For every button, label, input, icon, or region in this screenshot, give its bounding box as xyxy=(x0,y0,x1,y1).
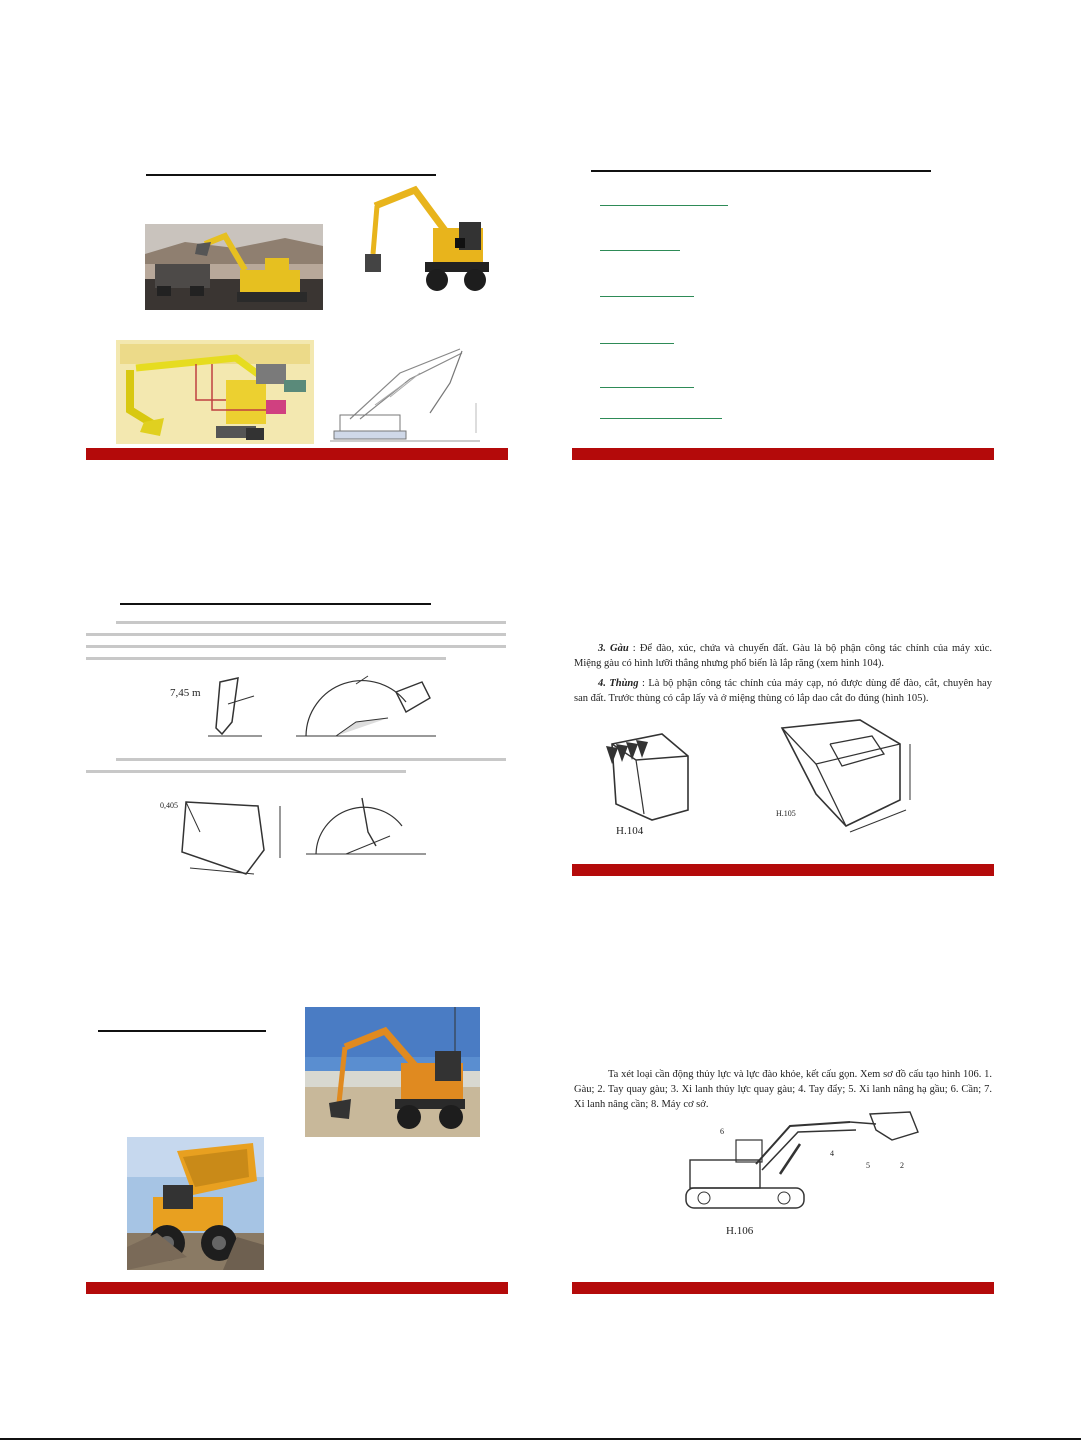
fig-h104-label: H.104 xyxy=(616,825,644,837)
svg-text:5: 5 xyxy=(866,1161,870,1170)
slide3-p2-body: : Là bộ phận công tác chính của máy cạp, nó được dùng để đào, cắt, chuyên hay san đất. Trước thùng có cắp lấy và ở miệng thùng có lắp dao cắt đo đúng (hình 105). xyxy=(574,678,992,704)
bucket-figure-h104 xyxy=(592,724,702,840)
slide6-footer-bar xyxy=(572,1282,994,1294)
slide3-p1-body: : Để đào, xúc, chứa và chuyển đất. Gàu là bộ phận công tác chính của máy xúc. Miệng gàu có hình lưỡi thẳng nhưng phổ biến là lắp răng (xem hình 104). xyxy=(574,643,992,669)
slide2-title-underline xyxy=(591,170,931,172)
fig-h106-label: H.106 xyxy=(726,1225,754,1237)
slide2-link-4[interactable] xyxy=(600,343,674,344)
slide3-p2-title: 4. Thùng xyxy=(598,678,639,689)
slide5-title-underline xyxy=(98,1030,266,1032)
wheel-loader-photo xyxy=(127,1137,264,1270)
excavator-loading-truck-photo xyxy=(145,224,323,310)
slide4-title-underline xyxy=(120,603,431,605)
svg-text:4: 4 xyxy=(830,1149,834,1158)
slide3-footer-bar xyxy=(572,864,994,876)
ripper-figure xyxy=(168,674,278,746)
grader-angle-figure xyxy=(306,790,430,866)
slide2-link-2[interactable] xyxy=(600,250,680,251)
wheeled-excavator-photo xyxy=(355,184,494,296)
slide6-paragraph: Ta xét loại cần động thủy lực và lực đào khỏe, kết cấu gọn. Xem sơ đồ cấu tạo hình 106. 1. Gàu; 2. Tay quay gàu; 3. Xi lanh thủy lực quay gàu; 4. Tay đẩy; 5. Xi lanh nâng hạ gầu; 6. Cần; 7. Xi lanh nâng cần; 8. Máy cơ sở. xyxy=(574,1069,992,1110)
grader-blade-figure xyxy=(160,786,302,880)
slide2-link-5[interactable] xyxy=(600,387,694,388)
crane-excavator-sketch xyxy=(330,343,480,445)
slide2-link-3[interactable] xyxy=(600,296,694,297)
slide2-link-6[interactable] xyxy=(600,418,722,419)
wheeled-excavator-yard-photo xyxy=(305,1007,480,1137)
slide4-text-block-1 xyxy=(86,615,510,671)
slide2-footer-bar xyxy=(572,448,994,460)
page-bottom-rule xyxy=(0,1438,1081,1440)
slide1-footer-bar xyxy=(86,448,508,460)
slide1-title-underline xyxy=(146,174,436,176)
slide4-text-block-2 xyxy=(86,752,510,788)
svg-text:0,405: 0,405 xyxy=(160,801,178,810)
ripper-dimension-label: 7,45 m xyxy=(170,687,201,699)
slide3-p1-title: 3. Gàu xyxy=(598,643,629,654)
svg-text:6: 6 xyxy=(720,1127,724,1136)
slide5-footer-bar xyxy=(86,1282,508,1294)
slide2-link-1[interactable] xyxy=(600,205,728,206)
scraper-bowl-figure-h105 xyxy=(776,714,926,838)
slide3-paragraph-1 xyxy=(574,641,992,673)
excavator-structure-figure-h106 xyxy=(680,1104,936,1240)
ripper-angle-figure xyxy=(296,672,446,746)
hydraulic-excavator-diagram xyxy=(116,340,314,444)
fig-h105-label: H.105 xyxy=(776,809,796,818)
svg-text:2: 2 xyxy=(900,1161,904,1170)
